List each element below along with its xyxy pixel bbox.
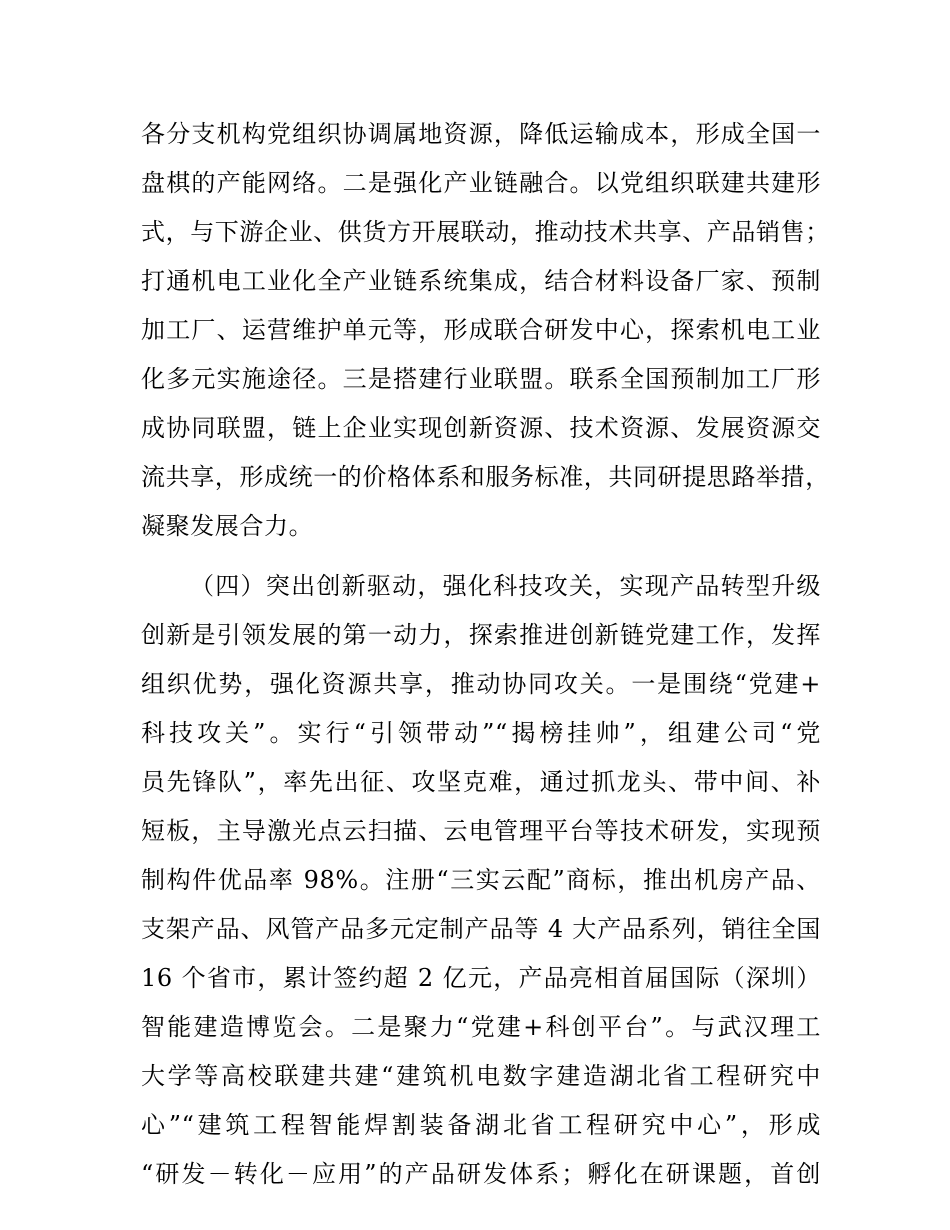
text-line: 成协同联盟，链上企业实现创新资源、技术资源、发展资源交 — [141, 414, 821, 442]
text-line: 各分支机构党组织协调属地资源，降低运输成本，形成全国一 — [141, 120, 821, 148]
text-line: 员先锋队”，率先出征、攻坚克难，通过抓龙头、带中间、补 — [141, 768, 821, 796]
text-line: 16 个省市，累计签约超 2 亿元，产品亮相首届国际（深圳） — [141, 964, 821, 992]
text-line: 制构件优品率 98%。注册“三实云配”商标，推出机房产品、 — [141, 866, 821, 894]
text-line: 式，与下游企业、供货方开展联动，推动技术共享、产品销售； — [141, 218, 830, 246]
text-line: 科技攻关”。实行“引领带动”“揭榜挂帅”，组建公司“党 — [141, 719, 821, 747]
text-line: 支架产品、风管产品多元定制产品等 4 大产品系列，销往全国 — [141, 915, 821, 943]
text-line: 心”“建筑工程智能焊割装备湖北省工程研究中心”，形成 — [141, 1111, 821, 1139]
text-line: 化多元实施途径。三是搭建行业联盟。联系全国预制加工厂形 — [141, 365, 821, 393]
text-line: 创新是引领发展的第一动力，探索推进创新链党建工作，发挥 — [141, 621, 821, 649]
text-line: 加工厂、运营维护单元等，形成联合研发中心，探索机电工业 — [141, 316, 821, 344]
text-line: 组织优势，强化资源共享，推动协同攻关。一是围绕“党建+ — [141, 670, 821, 698]
text-line: 流共享，形成统一的价格体系和服务标准，共同研提思路举措， — [141, 463, 830, 491]
text-line: 智能建造博览会。二是聚力“党建+科创平台”。与武汉理工 — [141, 1013, 821, 1041]
section-heading: （四）突出创新驱动，强化科技攻关，实现产品转型升级 — [190, 572, 821, 600]
text-line: “研发－转化－应用”的产品研发体系；孵化在研课题，首创 — [141, 1160, 821, 1188]
text-line: 打通机电工业化全产业链系统集成，结合材料设备厂家、预制 — [141, 267, 821, 295]
text-line: 凝聚发展合力。 — [141, 512, 314, 540]
text-line: 盘棋的产能网络。二是强化产业链融合。以党组织联建共建形 — [141, 169, 821, 197]
text-line: 大学等高校联建共建“建筑机电数字建造湖北省工程研究中 — [141, 1062, 821, 1090]
text-line: 短板，主导激光点云扫描、云电管理平台等技术研发，实现预 — [141, 817, 821, 845]
